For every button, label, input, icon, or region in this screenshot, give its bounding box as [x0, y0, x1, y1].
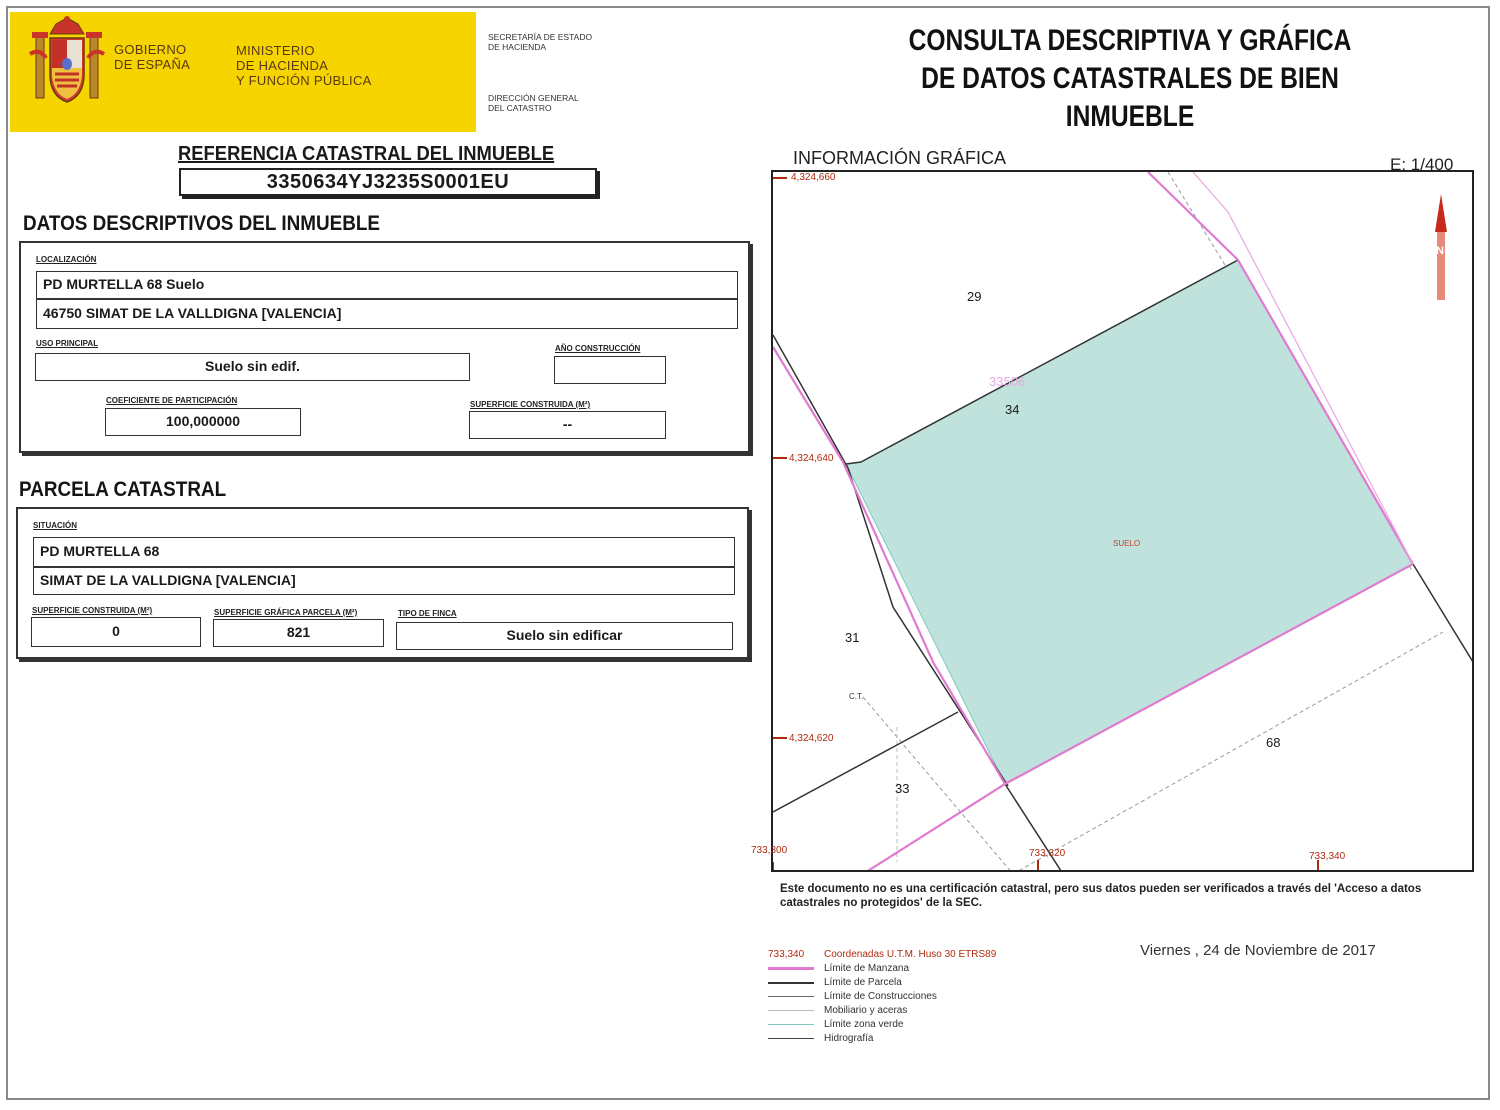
map-scale: E: 1/400 [1390, 155, 1454, 174]
legend-coord-code: 733,340 [768, 949, 805, 960]
legend-hidrografia-line [768, 1038, 814, 1039]
legend-construcciones-line [768, 996, 814, 997]
referencia-value: 3350634YJ3235S0001EU [179, 168, 597, 196]
page-title: CONSULTA DESCRIPTIVA Y GRÁFICA DE DATOS CATASTRALES DE BIEN INMUEBLE [908, 24, 1352, 133]
parcel-limit [773, 712, 958, 812]
direccion-text: DIRECCIÓN GENERAL DEL CATASTRO [488, 93, 579, 113]
legend-parcela-line [768, 982, 814, 984]
legend-manzana-text: Límite de Manzana [824, 963, 910, 974]
parcel-limit [1413, 564, 1473, 662]
situacion-line2: SIMAT DE LA VALLDIGNA [VALENCIA] [33, 567, 735, 595]
tipo-value: Suelo sin edificar [396, 622, 733, 650]
coord-y-1: 4,324,660 [791, 172, 836, 183]
tipo-label: TIPO DE FINCA [398, 609, 457, 618]
north-label: N [1436, 245, 1444, 257]
ministerio-text: MINISTERIO DE HACIENDA Y FUNCIÓN PÚBLICA [236, 43, 372, 88]
localizacion-label: LOCALIZACIÓN [36, 255, 97, 264]
sup-label: SUPERFICIE CONSTRUIDA (M²) [470, 400, 591, 409]
document-date: Viernes , 24 de Noviembre de 2017 [1140, 942, 1376, 959]
parcel-29: 29 [967, 289, 982, 304]
datos-title: DATOS DESCRIPTIVOS DEL INMUEBLE [23, 212, 381, 235]
coord-x-1: 733,300 [751, 845, 788, 856]
sup-graf-value: 821 [213, 619, 384, 647]
parcela-title: PARCELA CATASTRAL [19, 478, 227, 501]
legend-mobiliario-text: Mobiliario y aceras [824, 1005, 908, 1016]
datos-panel [19, 241, 750, 453]
parcel-34: 34 [1005, 402, 1020, 417]
parcel-31: 31 [845, 630, 860, 645]
manzana-label: 33506 [989, 374, 1026, 389]
coord-y-3: 4,324,620 [789, 733, 834, 744]
localizacion-line1: PD MURTELLA 68 Suelo [36, 271, 738, 299]
parcela-panel [16, 507, 749, 659]
referencia-label: REFERENCIA CATASTRAL DEL INMUEBLE [178, 143, 555, 165]
localizacion-line2: 46750 SIMAT DE LA VALLDIGNA [VALENCIA] [36, 299, 738, 329]
coord-x-2: 733,320 [1029, 848, 1066, 859]
map-title: INFORMACIÓN GRÁFICA [793, 148, 1007, 168]
parcel-33: 33 [895, 781, 910, 796]
situacion-label: SITUACIÓN [33, 521, 77, 530]
legend-hidrografia-text: Hidrografía [824, 1033, 874, 1044]
suelo-label: SUELO [1113, 539, 1141, 548]
map-drawing [773, 172, 1474, 872]
uso-value: Suelo sin edif. [35, 353, 470, 381]
uso-label: USO PRINCIPAL [36, 339, 99, 348]
sup-const-label: SUPERFICIE CONSTRUIDA (M²) [32, 606, 153, 615]
sup-graf-label: SUPERFICIE GRÁFICA PARCELA (M²) [214, 608, 358, 617]
legend-construcciones-text: Límite de Construcciones [824, 991, 937, 1002]
legend-mobiliario-line [768, 1010, 814, 1011]
coef-value: 100,000000 [105, 408, 301, 436]
legend-parcela-text: Límite de Parcela [824, 977, 902, 988]
sup-const-value: 0 [31, 617, 201, 647]
parcel-68: 68 [1266, 735, 1281, 750]
disclaimer-text: Este documento no es una certificación catastral, pero sus datos pueden ser verificados a través del 'Acceso a datos catastrales no protegidos' de la SEC. [780, 883, 1422, 909]
legend-manzana-line [768, 967, 814, 970]
situacion-line1: PD MURTELLA 68 [33, 537, 735, 567]
coat-of-arms-icon [22, 14, 112, 110]
sup-value: -- [469, 411, 666, 439]
coord-x-3: 733,340 [1309, 851, 1346, 862]
secretaria-text: SECRETARÍA DE ESTADO DE HACIENDA [488, 32, 593, 52]
coord-y-2: 4,324,640 [789, 453, 834, 464]
anio-value [554, 356, 666, 384]
parcel-limit [773, 335, 848, 468]
cadastral-map [771, 170, 1474, 872]
legend-zona-verde-line [768, 1024, 814, 1025]
anio-label: AÑO CONSTRUCCIÓN [555, 344, 641, 353]
gobierno-text: GOBIERNO DE ESPAÑA [114, 42, 191, 72]
subject-parcel [846, 260, 1413, 784]
coef-label: COEFICIENTE DE PARTICIPACIÓN [106, 396, 238, 405]
legend-coord-text: Coordenadas U.T.M. Huso 30 ETRS89 [824, 949, 997, 960]
legend-zona-verde-text: Límite zona verde [824, 1019, 904, 1030]
ct-label: C.T. [849, 692, 864, 701]
